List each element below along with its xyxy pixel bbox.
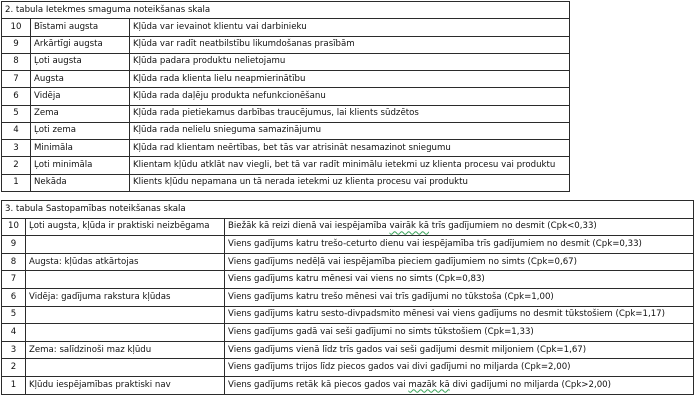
occurrence-description: Viens gadījums katru trešo mēnesi vai trīs gadījumi no tūkstoša (Cpk=1,00): [225, 288, 694, 306]
severity-description: Kļūda var radīt neatbilstību likumdošanas prasībām: [130, 36, 570, 53]
occurrence-row: [2, 253, 694, 271]
occurrence-description: Viens gadījums trijos līdz piecos gados vai divi gadījumi no miljarda (Cpk=2,00): [225, 359, 694, 377]
severity-row: [2, 122, 570, 139]
occurrence-level: [26, 359, 225, 377]
occurrence-row: [2, 218, 694, 236]
occurrence-row: [2, 288, 694, 306]
occurrence-scale-table: [1, 200, 694, 395]
occurrence-description: Viens gadījums nedēļā vai iespējamība pieciem gadījumiem no simts (Cpk=0,67): [225, 253, 694, 271]
occurrence-description: Viens gadījums katru sesto-divpadsmito mēnesi vai viens gadījums no desmit tūkstošiem (Cpk=1,17): [225, 306, 694, 324]
occurrence-rank: 9: [2, 236, 26, 254]
severity-rank: 9: [2, 36, 31, 53]
occurrence-rank: 1: [2, 376, 26, 394]
severity-level: Ļoti augsta: [31, 53, 130, 70]
occurrence-rank: 10: [2, 218, 26, 236]
occurrence-level: Augsta: kļūdas atkārtojas: [26, 253, 225, 271]
occurrence-row: [2, 271, 694, 289]
description-text-start: Viens gadījums retāk kā piecos gados vai: [228, 379, 409, 390]
severity-row: [2, 174, 570, 191]
occurrence-rank: 5: [2, 306, 26, 324]
severity-row: [2, 71, 570, 88]
occurrence-row: [2, 359, 694, 377]
severity-description: Klients kļūdu nepamana un tā nerada ietekmi uz klienta procesu vai produktu: [130, 174, 570, 191]
severity-level: Vidēja: [31, 88, 130, 105]
occurrence-row: [2, 236, 694, 254]
grammar-marked-phrase: mazāk kā: [408, 379, 450, 390]
severity-scale-table: [1, 1, 570, 192]
severity-row: [2, 157, 570, 174]
severity-description: Kļūda rad klientam neērtības, bet tās var atrisināt nesamazinot sniegumu: [130, 140, 570, 157]
severity-level: Bīstami augsta: [31, 19, 130, 36]
severity-description: Kļūda padara produktu nelietojamu: [130, 53, 570, 70]
occurrence-rank: 3: [2, 341, 26, 359]
occurrence-table-title-row: [2, 201, 694, 219]
occurrence-rank: 4: [2, 324, 26, 342]
severity-rank: 8: [2, 53, 31, 70]
occurrence-description: [225, 376, 694, 394]
severity-description: Kļūda rada nelielu snieguma samazinājumu: [130, 122, 570, 139]
occurrence-row: [2, 376, 694, 394]
severity-row: [2, 105, 570, 122]
occurrence-table-body: [2, 201, 694, 395]
severity-row: [2, 19, 570, 36]
severity-description: Kļūda rada klienta lielu neapmierinātību: [130, 71, 570, 88]
occurrence-row: [2, 324, 694, 342]
severity-rank: 3: [2, 140, 31, 157]
occurrence-row: [2, 306, 694, 324]
severity-level: Ļoti minimāla: [31, 157, 130, 174]
severity-description: Kļūda rada daļēju produkta nefunkcionēšanu: [130, 88, 570, 105]
occurrence-description: [225, 218, 694, 236]
severity-row: [2, 53, 570, 70]
severity-level: Ļoti zema: [31, 122, 130, 139]
occurrence-level: Zema: salīdzinoši maz kļūdu: [26, 341, 225, 359]
severity-rank: 4: [2, 122, 31, 139]
severity-rank: 2: [2, 157, 31, 174]
occurrence-level: [26, 271, 225, 289]
severity-row: [2, 88, 570, 105]
description-text-end: divi gadījumi no miljarda (Cpk>2,00): [449, 379, 611, 390]
severity-table-title-row: [2, 2, 570, 19]
severity-description: Klientam kļūdu atklāt nav viegli, bet tā var radīt minimālu ietekmi uz klienta procesu vai produktu: [130, 157, 570, 174]
occurrence-level: [26, 236, 225, 254]
severity-description: Kļūda var ievainot klientu vai darbinieku: [130, 19, 570, 36]
occurrence-level: [26, 306, 225, 324]
severity-row: [2, 140, 570, 157]
severity-rank: 5: [2, 105, 31, 122]
occurrence-table-title: 3. tabula Sastopamības noteikšanas skala: [2, 201, 694, 219]
occurrence-level: Ļoti augsta, kļūda ir praktiski neizbēgama: [26, 218, 225, 236]
severity-row: [2, 36, 570, 53]
occurrence-description: Viens gadījums vienā līdz trīs gados vai seši gadījumi desmit miljoniem (Cpk=1,67): [225, 341, 694, 359]
severity-level: Arkārtīgi augsta: [31, 36, 130, 53]
severity-level: Nekāda: [31, 174, 130, 191]
occurrence-description: Viens gadījums katru trešo-ceturto dienu vai iespējamība trīs gadījumiem no desmit (Cpk=0,33): [225, 236, 694, 254]
occurrence-rank: 8: [2, 253, 26, 271]
severity-description: Kļūda rada pietiekamus darbības traucējumus, lai klients sūdzētos: [130, 105, 570, 122]
severity-table-title: 2. tabula Ietekmes smaguma noteikšanas skala: [2, 2, 570, 19]
occurrence-rank: 2: [2, 359, 26, 377]
occurrence-rank: 6: [2, 288, 26, 306]
occurrence-level: [26, 324, 225, 342]
occurrence-level: Kļūdu iespējamības praktiski nav: [26, 376, 225, 394]
description-text-start: Biežāk kā reizi dienā vai iespējamība: [228, 221, 390, 232]
severity-rank: 10: [2, 19, 31, 36]
occurrence-rank: 7: [2, 271, 26, 289]
severity-rank: 6: [2, 88, 31, 105]
severity-table-body: [2, 2, 570, 192]
occurrence-description: Viens gadījums gadā vai seši gadījumi no simts tūkstošiem (Cpk=1,33): [225, 324, 694, 342]
severity-level: Augsta: [31, 71, 130, 88]
occurrence-level: Vidēja: gadījuma rakstura kļūdas: [26, 288, 225, 306]
occurrence-description: Viens gadījums katru mēnesi vai viens no simts (Cpk=0,83): [225, 271, 694, 289]
description-text-end: trīs gadījumiem no desmit (Cpk<0,33): [429, 221, 597, 232]
severity-rank: 1: [2, 174, 31, 191]
severity-rank: 7: [2, 71, 31, 88]
severity-level: Minimāla: [31, 140, 130, 157]
grammar-marked-phrase: vairāk kā: [389, 221, 429, 232]
severity-level: Zema: [31, 105, 130, 122]
occurrence-row: [2, 341, 694, 359]
